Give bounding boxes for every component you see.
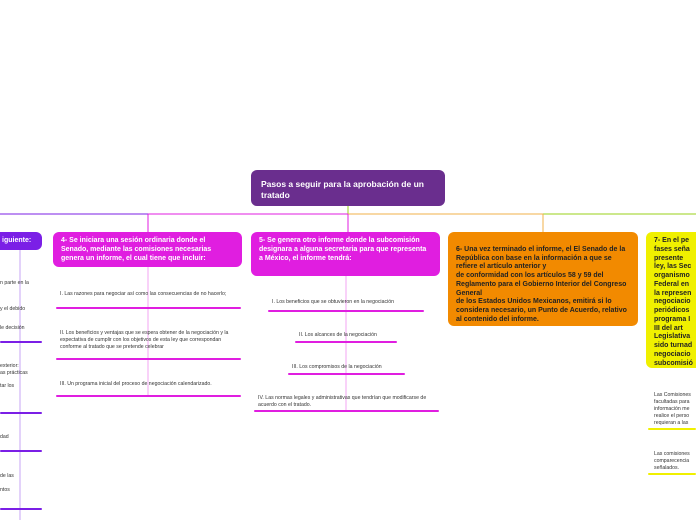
- topic-step-7[interactable]: [646, 232, 696, 368]
- step4-item: II. Los beneficios y ventajas que se espera obtener de la negociación y la expectativa de cumplir con los objetivos de esta ley que correspondan conforme al tratado que se pretende celebrar: [60, 330, 229, 351]
- step4-item-underline: [56, 395, 241, 397]
- left-underline: [0, 508, 42, 510]
- step4-item-underline: [56, 358, 241, 360]
- left-item: exterior:: [0, 363, 19, 369]
- left-underline: [0, 450, 42, 452]
- step5-title: 5- Se genera otro informe donde la subcomisión designara a alguna secretaria para que representa a México, el informe tendrá:: [259, 237, 427, 262]
- step5-item-underline: [268, 310, 424, 312]
- step5-item: II. Los alcances de la negociación: [299, 332, 377, 338]
- topic-step-6[interactable]: [448, 232, 638, 326]
- left-item: le decisión: [0, 325, 25, 331]
- left-item: de las: [0, 473, 14, 479]
- step7-item: Las Comisiones facultadas para información me realice el perso requieran a las: [654, 392, 691, 427]
- left-item: as prácticas: [0, 370, 28, 376]
- left-item: tar los: [0, 383, 15, 389]
- root-title: Pasos a seguir para la aprobación de un tratado: [261, 179, 424, 200]
- step4-title: 4- Se iniciara una sesión ordinaria donde el Senado, mediante las comisiones necesarias genera un informe, el cual tiene que incluir:: [61, 237, 212, 262]
- left-item: y el debido: [0, 306, 26, 312]
- step4-item: III. Un programa inicial del proceso de negociación calendarizado.: [60, 381, 212, 387]
- topic-left-partial[interactable]: [0, 232, 42, 250]
- step6-title: 6- Una vez terminado el informe, el El Senado de la República con base en la información a que se refiere el artículo anterior y de conformidad con los artículos 58 y 59 del Reglamento para el Gobierno Interior del Congreso General de los Estados Unidos Mexicanos, emitirá si lo considera necesario, un Punto de Acuerdo, relativo al contenido del informe.: [456, 245, 627, 323]
- topic-step-4[interactable]: [53, 232, 242, 267]
- step5-item-underline: [254, 410, 439, 412]
- step4-item-underline: [56, 307, 241, 309]
- left-title: iguiente:: [2, 237, 32, 244]
- left-item: n parte en la: [0, 280, 29, 286]
- step7-item: Las comisiones comparecencia señalados.: [654, 451, 690, 472]
- left-item: ntos: [0, 487, 10, 493]
- step5-item-underline: [295, 341, 397, 343]
- step4-item: I. Las razones para negociar así como las consecuencias de no hacerlo;: [60, 291, 227, 297]
- step5-item: IV. Las normas legales y administrativas que tendrían que modificarse de acuerdo con el tratado.: [258, 395, 427, 409]
- left-item: dad: [0, 434, 9, 440]
- root-topic[interactable]: [251, 170, 445, 206]
- step5-item: I. Los beneficios que se obtuvieron en la negociación: [272, 299, 394, 305]
- step5-item: III. Los compromisos de la negociación: [292, 364, 382, 370]
- step7-item-underline: [648, 473, 696, 475]
- left-underline: [0, 412, 42, 414]
- step7-title: 7- En el pe fases seña presente ley, las Sec organismo Federal en la represen negociacio periódicos programa I III del art Legislativa sido turnad negociacio subcomisió: [654, 237, 693, 367]
- left-underline: [0, 341, 42, 343]
- step7-item-underline: [648, 428, 696, 430]
- topic-step-5[interactable]: [251, 232, 440, 276]
- step5-item-underline: [288, 373, 405, 375]
